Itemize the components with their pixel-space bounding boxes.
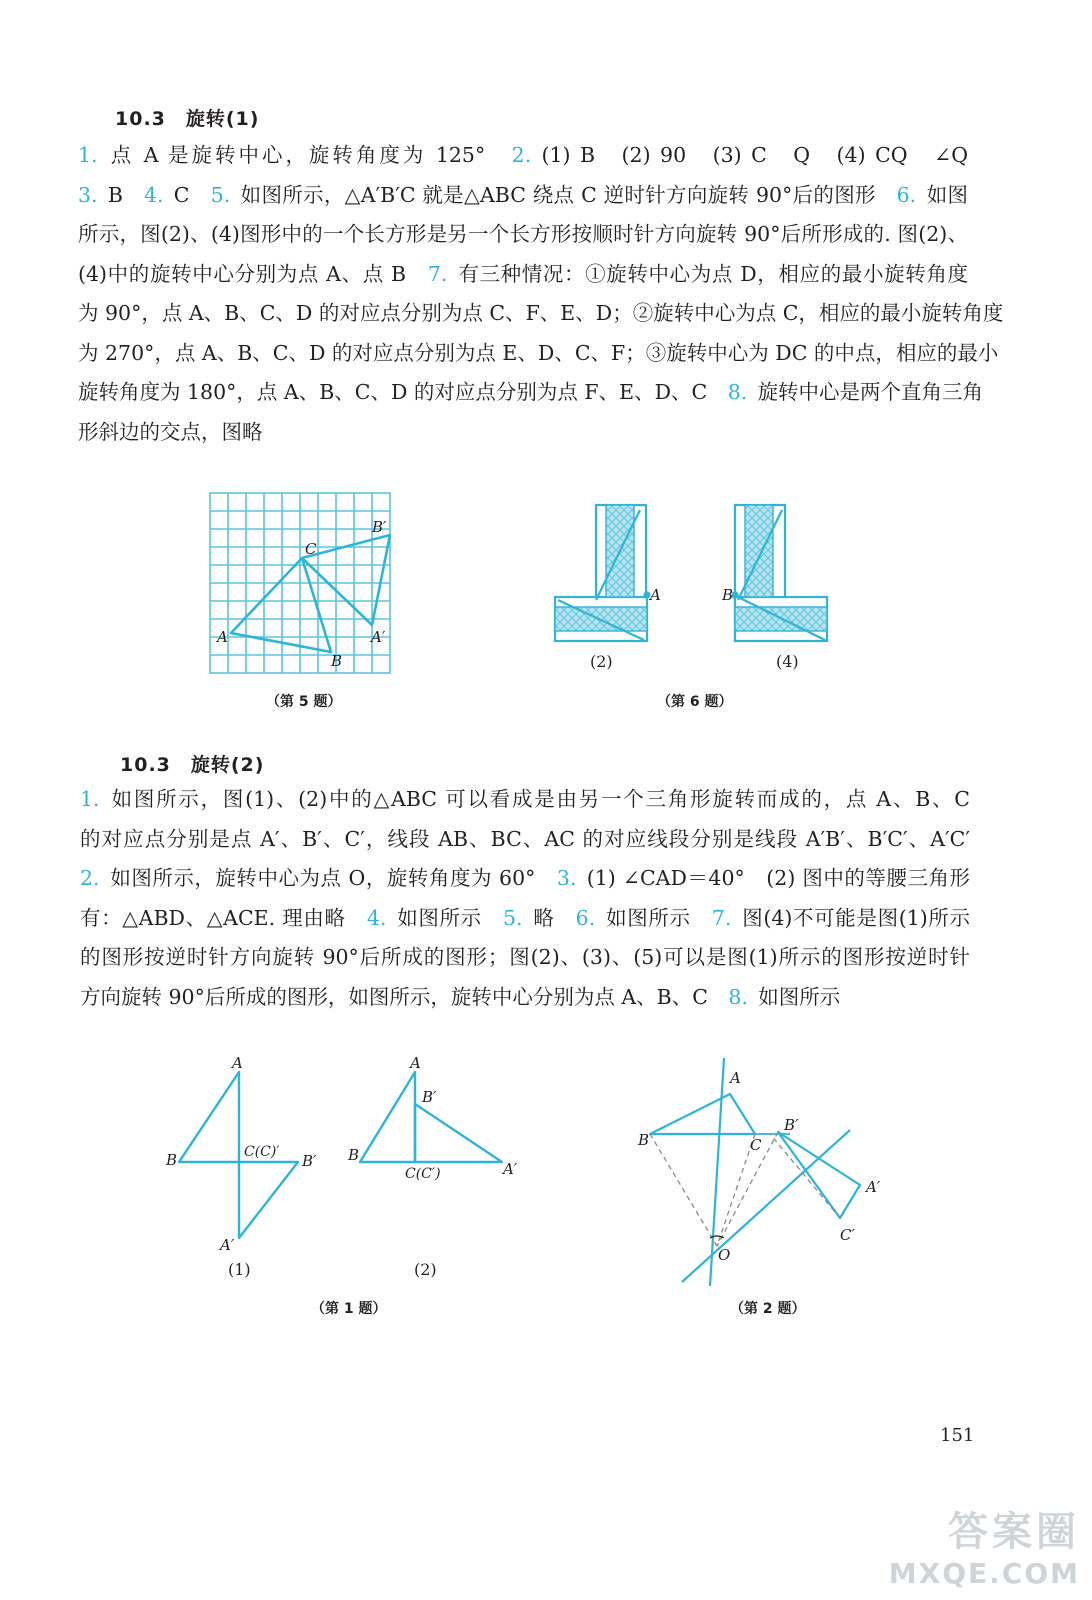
answer-text: 如图所示 [605,905,712,930]
section-title: 10.3 旋转(1) [115,108,260,130]
question-number: 2. [80,866,100,890]
answer-text: 的对应点分别是点 A′、B′、C′，线段 AB、BC、AC 的对应线段分别是线段 A′B′、B′C′、A′C′ [80,826,970,851]
text-line [78,136,968,176]
answer-text: 为 90°，点 A、B、C、D 的对应点分别为点 C、F、E、D；②旋转中心为点 C，相应的最小旋转角度 [78,301,1004,325]
label-a1: A′ [371,628,386,646]
figure-6-sub-4: (4) [776,652,799,671]
figure-6-caption: （第 6 题） [657,694,733,710]
answer-text: 所示，图(2)、(4)图形中的一个长方形是另一个长方形按顺时针方向旋转 90°后所形成的. 图(2)、 [78,222,968,246]
answer-text: 如图所示，图(1)、(2)中的△ABC 可以看成是由另一个三角形旋转而成的，点 A、B、C [109,787,970,811]
answer-text: B [107,182,144,207]
answer-text: 如图所示 [758,984,841,1009]
label-b: B [638,1131,650,1149]
label-c: C [750,1136,762,1154]
answer-text: 如图所示，△A′B′C 就是△ABC 绕点 C 逆时针方向旋转 90°后的图形 [240,182,897,207]
answer-text: (1) ∠CAD＝40° (2) 图中的等腰三角形 [586,866,970,890]
text-line [80,780,970,820]
question-number: 1. [80,787,100,811]
figure-2-rotation [620,1050,900,1290]
answer-text: 的图形按逆时针方向旋转 90°后所成的图形；图(2)、(3)、(5)可以是图(1)所示的图形按逆时针 [80,945,970,969]
label-c: C [305,540,317,558]
answer-text: 如图所示 [396,905,503,930]
label-a1: A′ [866,1178,881,1196]
label-a: A [217,628,228,646]
label-c1: C′ [840,1226,855,1244]
text-line [78,413,968,453]
figure-1-sub-2: (2) [414,1260,437,1279]
figure-6-rectangles [540,490,840,650]
question-number: 2. [511,143,532,167]
label-b1: B′ [302,1152,317,1170]
figure-1-sub-1: (1) [228,1260,251,1279]
answer-text: 为 270°，点 A、B、C、D 的对应点分别为点 E、D、C、F；③旋转中心为 DC 的中点，相应的最小 [78,340,999,365]
answer-text: (1) B (2) 90 (3) C Q (4) CQ ∠Q [541,143,968,167]
figure-2-caption: （第 2 题） [730,1301,806,1317]
text-line [78,334,999,374]
text-line [80,859,970,899]
answer-text: 有三种情况：①旋转中心为点 D，相应的最小旋转角度 [457,261,968,286]
figure-6-sub-2: (2) [590,652,613,671]
watermark-text: 答案圈 [948,1509,1080,1555]
figure-1-caption: （第 1 题） [311,1301,387,1317]
question-number: 7. [427,261,448,286]
text-line [78,176,968,216]
label-a: A [410,1054,421,1072]
text-line [78,215,968,255]
text-line [80,899,970,939]
answer-text: 略 [532,905,576,930]
answer-text: 点 A 是旋转中心，旋转角度为 125° [107,143,512,167]
answer-text: 图(4)不可能是图(1)所示 [741,905,971,930]
watermark [889,1500,1080,1590]
question-number: 8. [727,380,748,404]
label-b: B [331,652,343,670]
text-line [80,938,970,978]
question-number: 1. [78,143,98,167]
label-fig6-b: B [722,586,734,604]
answer-text: 方向旋转 90°后所成的图形，如图所示，旋转中心分别为点 A、B、C [80,984,729,1009]
label-fig6-a: A [650,586,661,604]
text-line [78,373,984,413]
label-b1: B′ [784,1116,799,1134]
answer-paragraph [80,780,970,1017]
label-o: O [718,1246,731,1264]
section-title: 10.3 旋转(2) [120,754,265,776]
text-line [80,978,970,1018]
figure-5-grid [195,480,410,680]
label-a: A [730,1069,741,1087]
question-number: 6. [896,182,917,207]
answer-paragraph [78,136,1004,452]
label-a1: A′ [503,1160,518,1178]
label-c: C(C)′ [244,1144,280,1160]
question-number: 8. [728,984,748,1009]
answer-text: C [173,182,211,207]
answer-text: 如图所示，旋转中心为点 O，旋转角度为 60° [109,866,557,890]
question-number: 4. [143,182,164,207]
question-number: 3. [556,866,577,890]
answer-text: (4)中的旋转中心分别为点 A、点 B [78,261,428,286]
question-number: 6. [575,905,596,930]
label-b1: B′ [372,518,387,536]
label-a: A [232,1054,243,1072]
figure-5-caption: （第 5 题） [266,694,342,710]
text-line [80,820,970,860]
label-b: B [166,1151,178,1169]
label-c: C(C′) [405,1166,441,1182]
question-number: 3. [78,182,98,207]
answer-text: 如图 [926,182,969,207]
answer-text: 旋转角度为 180°，点 A、B、C、D 的对应点分别为点 F、E、D、C [78,380,728,404]
label-b1: B′ [422,1088,437,1106]
question-number: 4. [366,905,387,930]
label-a1: A′ [220,1236,235,1254]
question-number: 7. [711,905,732,930]
page-number: 151 [940,1425,975,1446]
answer-text: 有：△ABD、△ACE. 理由略 [80,905,367,930]
question-number: 5. [502,905,523,930]
answer-text: 旋转中心是两个直角三角 [757,380,984,404]
figure-1-triangles [160,1050,540,1260]
answer-text: 形斜边的交点，图略 [78,419,263,444]
watermark-url: MXQE.COM [888,1557,1080,1590]
label-b: B [348,1146,360,1164]
question-number: 5. [210,182,231,207]
text-line [78,255,968,295]
text-line [78,294,1004,334]
